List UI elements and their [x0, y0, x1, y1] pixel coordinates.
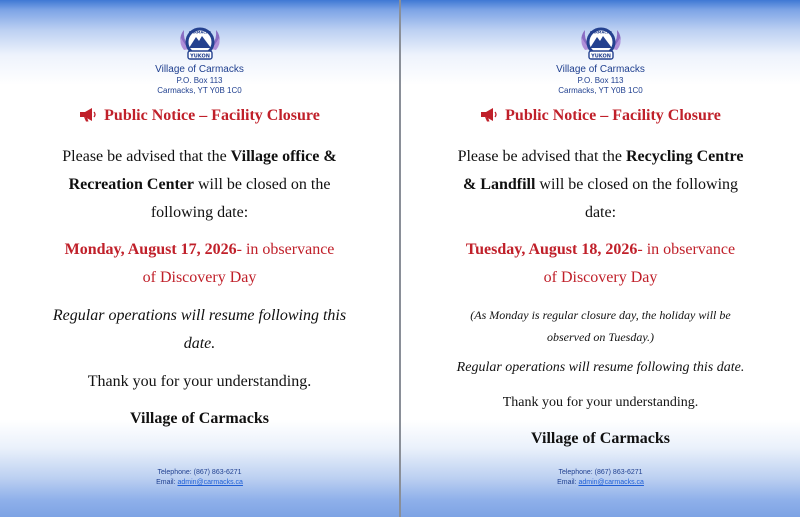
svg-text:YUKON: YUKON: [190, 53, 210, 60]
signature: Village of Carmacks: [130, 410, 269, 427]
closure-date: Tuesday, August 18, 2026: [465, 241, 638, 258]
footer-email: Email: admin@carmacks.ca: [557, 479, 644, 486]
village-logo-icon: [177, 24, 223, 64]
letterhead-address: Carmacks, YT Y0B 1C0: [157, 86, 242, 95]
resume-line-2: date.: [183, 335, 216, 352]
resume-line-1: Regular operations will resume following this: [52, 307, 347, 324]
signature: Village of Carmacks: [531, 430, 670, 447]
footer-email: Email: admin@carmacks.ca: [156, 479, 243, 486]
letterhead-po-box: P.O. Box 113: [577, 76, 624, 85]
footer-phone: Telephone: (867) 863-6271: [558, 469, 643, 476]
notice-title: [401, 107, 800, 125]
note-line-1: (As Monday is regular closure day, the holiday will be: [470, 308, 731, 322]
letterhead-org: Village of Carmacks: [556, 64, 645, 75]
notice-intro-line-1: Please be advised that the Recycling Centre: [457, 148, 744, 165]
notice-title: [0, 107, 399, 125]
notice-page-right: [401, 0, 800, 517]
notice-intro-line-3: following date:: [150, 204, 249, 221]
thanks-text: Thank you for your understanding.: [502, 395, 699, 410]
letterhead-po-box: P.O. Box 113: [176, 76, 223, 85]
svg-text:CARMACKS: CARMACKS: [188, 30, 212, 35]
megaphone-icon: [79, 107, 96, 122]
observance-line: of Discovery Day: [142, 269, 257, 286]
village-logo-icon: [578, 24, 624, 64]
notice-page-left: [0, 0, 399, 517]
notice-title-text: Public Notice – Facility Closure: [505, 107, 721, 124]
email-link[interactable]: admin@carmacks.ca: [578, 479, 644, 486]
thanks-text: Thank you for your understanding.: [87, 373, 312, 390]
letterhead-org: Village of Carmacks: [155, 64, 244, 75]
closure-date: Monday, August 17, 2026: [64, 241, 237, 258]
notice-intro-line-2: & Landfill will be closed on the following: [462, 176, 739, 193]
megaphone-icon: [480, 107, 497, 122]
email-link[interactable]: admin@carmacks.ca: [177, 479, 243, 486]
svg-text:CARMACKS: CARMACKS: [589, 30, 613, 35]
letterhead-address: Carmacks, YT Y0B 1C0: [558, 86, 643, 95]
svg-text:YUKON: YUKON: [591, 53, 611, 60]
note-line-2: observed on Tuesday.): [547, 330, 654, 344]
observance-line: of Discovery Day: [543, 269, 658, 286]
notice-title-text: Public Notice – Facility Closure: [104, 107, 320, 124]
notice-intro-line-1: Please be advised that the Village office &: [62, 148, 337, 165]
notice-intro-line-2: Recreation Center will be closed on the: [68, 176, 331, 193]
resume-text: Regular operations will resume following this date.: [456, 360, 745, 375]
closure-date-line: Monday, August 17, 2026- in observance: [64, 241, 335, 258]
notice-intro-line-3: date:: [584, 204, 617, 221]
footer-phone: Telephone: (867) 863-6271: [157, 469, 242, 476]
closure-date-line: Tuesday, August 18, 2026- in observance: [465, 241, 736, 258]
